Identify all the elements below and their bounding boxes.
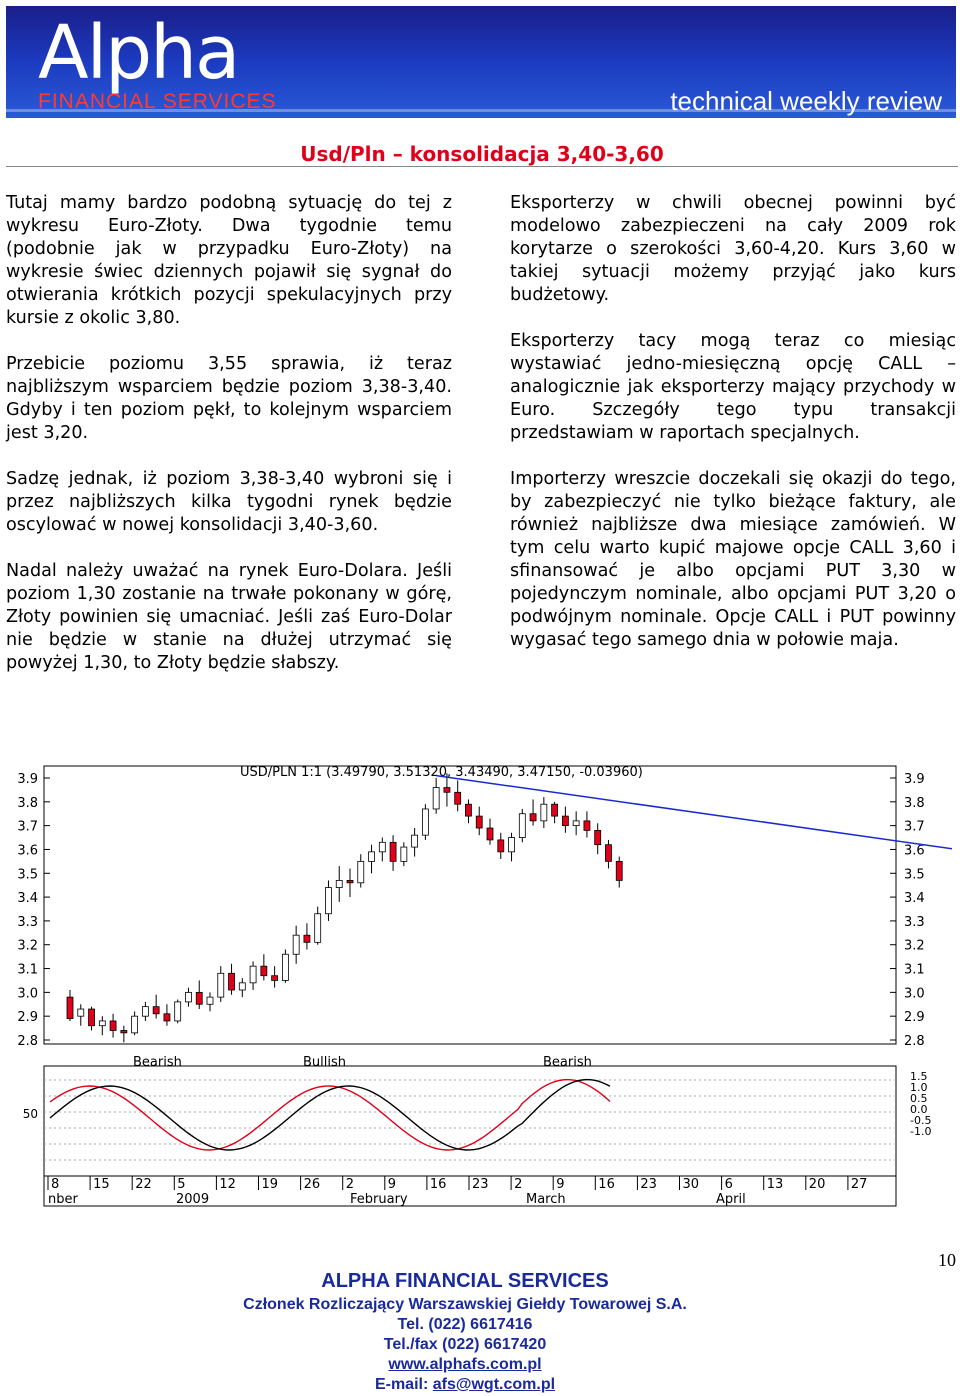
candle-down xyxy=(476,816,482,828)
left-paragraph: Tutaj mamy bardzo podobną sytuację do tej z wykresu Euro-Złoty. Dwa tygodnie temu (podobnie jak w przypadku Euro-Złoty) na wykresie świec dziennych pojawił się sygnał do otwierania krótkich pozycji spekulacyjnych przy kursie z okolic 3,80. xyxy=(6,193,452,328)
right-paragraph: Eksporterzy tacy mogą teraz co miesiąc wystawiać jedno-miesięczną opcję CALL – analogicznie jak eksporterzy mający przychody w Euro. Szczegóły tego typu transakcji przedstawiam w raportach specjalnych. xyxy=(510,331,956,443)
oscillator-zone-label: Bearish xyxy=(133,1055,182,1070)
x-tick-label: 8 xyxy=(51,1177,60,1192)
y-tick-label-left: 2.8 xyxy=(17,1034,38,1049)
candle-up xyxy=(379,842,385,852)
candle-down xyxy=(347,880,353,882)
candle-down xyxy=(121,1030,127,1032)
email-link[interactable]: afs@wgt.com.pl xyxy=(432,1376,556,1393)
oscillator-right-tick: 0.5 xyxy=(910,1092,928,1105)
x-month-label: nber xyxy=(48,1192,78,1207)
y-tick-label-right: 3.5 xyxy=(904,867,925,883)
candle-down xyxy=(89,1009,95,1026)
y-tick-label-right: 3.6 xyxy=(904,843,925,859)
x-month-label: April xyxy=(716,1192,746,1207)
candle-up xyxy=(412,835,418,847)
candle-up xyxy=(175,1002,181,1021)
y-tick-label-left: 3.4 xyxy=(17,891,38,907)
candle-up xyxy=(541,804,547,821)
x-tick-label: 5 xyxy=(177,1177,186,1192)
candle-up xyxy=(433,788,439,809)
x-tick-label: 20 xyxy=(808,1177,826,1192)
candle-down xyxy=(552,804,558,816)
x-tick-label: 19 xyxy=(261,1177,279,1192)
section-title: Usd/Pln – konsolidacja 3,40-3,60 xyxy=(300,142,664,166)
right-paragraph: Importerzy wreszcie doczekali się okazji do tego, by zabezpieczyć nie tylko bieżące faktury, ale również najbliższe dwa miesiące zamówień. W tym celu warto kupić majowe opcje CALL 3,60 i sfinansować je albo opcjami PUT 3,30 w pojedynczym nominale, albo opcjami PUT 3,20 o podwójnym nominale. Opcje CALL i PUT powinny wygasać tego samego dnia w połowie maja. xyxy=(510,469,956,650)
footer-fax: Tel./fax (022) 6617420 xyxy=(383,1336,547,1353)
x-month-label: 2009 xyxy=(176,1192,210,1207)
usdpln-chart xyxy=(8,758,952,1244)
candle-up xyxy=(573,821,579,826)
oscillator-right-tick: 1.5 xyxy=(910,1070,928,1083)
logo-subtitle: FINANCIAL SERVICES xyxy=(38,90,277,113)
candle-up xyxy=(293,935,299,954)
oscillator-right-tick: -0.5 xyxy=(910,1114,932,1127)
candle-down xyxy=(164,1014,170,1021)
alpha-logo: Alpha xyxy=(38,10,239,96)
candle-up xyxy=(99,1021,105,1026)
y-tick-label-right: 2.8 xyxy=(904,1034,925,1049)
oscillator-right-tick: 1.0 xyxy=(910,1081,928,1094)
candle-up xyxy=(315,914,321,943)
candle-down xyxy=(530,814,536,821)
candle-down xyxy=(229,973,235,990)
candle-up xyxy=(250,966,256,983)
y-tick-label-right: 3.7 xyxy=(904,819,925,835)
x-month-label: March xyxy=(526,1192,566,1207)
candle-down xyxy=(304,935,310,942)
x-tick-label: 26 xyxy=(303,1177,321,1192)
email-label: E-mail: xyxy=(374,1376,433,1393)
y-tick-label-right: 3.4 xyxy=(904,891,925,907)
x-tick-label: 23 xyxy=(640,1177,657,1192)
candle-up xyxy=(185,992,191,1002)
y-tick-label-right: 3.9 xyxy=(904,772,925,787)
oscillator-left-tick: 50 xyxy=(22,1107,38,1121)
candle-down xyxy=(196,992,202,1004)
x-tick-label: 27 xyxy=(850,1177,868,1192)
banner-stripes xyxy=(6,103,956,112)
candle-up xyxy=(325,888,331,914)
candle-up xyxy=(218,973,224,997)
oscillator-right-tick: -1.0 xyxy=(910,1125,932,1138)
oscillator-zone-label: Bullish xyxy=(303,1055,347,1070)
header-review-title: technical weekly review xyxy=(670,86,942,116)
candle-up xyxy=(336,880,342,887)
footer-tel: Tel. (022) 6617416 xyxy=(397,1316,533,1333)
y-tick-label-left: 3.8 xyxy=(17,795,38,811)
y-tick-label-left: 3.0 xyxy=(17,986,38,1002)
chart-svg xyxy=(8,758,952,1244)
oscillator-zone-label: Bearish xyxy=(543,1055,592,1070)
candle-down xyxy=(465,804,471,816)
candle-down xyxy=(272,976,278,981)
footer-company: ALPHA FINANCIAL SERVICES xyxy=(321,1270,609,1292)
x-tick-label: 15 xyxy=(93,1177,110,1192)
footer-website-link[interactable]: www.alphafs.com.pl xyxy=(388,1356,542,1373)
x-tick-label: 2 xyxy=(345,1177,354,1192)
candle-down xyxy=(455,792,461,804)
y-tick-label-right: 3.0 xyxy=(904,986,925,1002)
footer-email xyxy=(0,1376,930,1394)
x-tick-label: 16 xyxy=(598,1177,615,1192)
x-tick-label: 2 xyxy=(514,1177,523,1192)
candle-down xyxy=(67,997,73,1018)
right-column xyxy=(510,192,956,675)
y-tick-label-right: 3.1 xyxy=(904,962,925,978)
x-tick-label: 12 xyxy=(219,1177,236,1192)
x-tick-label: 6 xyxy=(724,1177,733,1192)
y-tick-label-right: 3.3 xyxy=(904,914,925,930)
candle-up xyxy=(401,847,407,861)
left-column xyxy=(6,192,452,698)
left-paragraph: Nadal należy uważać na rynek Euro-Dolara. Jeśli poziom 1,30 zostanie na trwałe pokonany w górę, Złoty powinien się umacniać. Jeśli zaś Euro-Dolar nie będzie w stanie na dłużej utrzymać się powyżej 1,30, to Złoty będzie słabszy. xyxy=(6,561,452,673)
candle-up xyxy=(358,861,364,882)
candle-up xyxy=(142,1007,148,1017)
x-tick-label: 16 xyxy=(429,1177,447,1192)
y-tick-label-left: 3.7 xyxy=(17,819,38,835)
candle-up xyxy=(519,814,525,838)
candle-up xyxy=(78,1009,84,1016)
candle-up xyxy=(207,997,213,1004)
y-tick-label-left: 2.9 xyxy=(17,1010,38,1026)
x-tick-label: 22 xyxy=(135,1177,152,1192)
candle-down xyxy=(584,821,590,831)
y-tick-label-right: 3.2 xyxy=(904,938,925,954)
y-tick-label-right: 3.8 xyxy=(904,795,925,811)
candle-down xyxy=(605,845,611,862)
y-tick-label-left: 3.1 xyxy=(17,962,38,978)
resistance-trendline xyxy=(436,776,952,895)
candle-up xyxy=(369,852,375,862)
candle-down xyxy=(595,830,601,844)
candle-down xyxy=(153,1007,159,1014)
candle-down xyxy=(110,1021,116,1031)
x-tick-label: 23 xyxy=(472,1177,489,1192)
left-paragraph: Sadzę jednak, iż poziom 3,38-3,40 wybroni się i przez najbliższych kilka tygodni rynek będzie oscylować w nowej konsolidacji 3,40-3,60. xyxy=(6,469,452,535)
candle-down xyxy=(498,840,504,852)
candle-down xyxy=(487,828,493,840)
candle-down xyxy=(444,788,450,793)
oscillator-line-black xyxy=(50,1080,610,1150)
left-paragraph: Przebicie poziomu 3,55 sprawia, iż teraz najbliższym wsparciem będzie poziom 3,38-3,40. Gdyby i ten poziom pękł, to kolejnym wsparciem jest 3,20. xyxy=(6,354,452,443)
x-month-label: February xyxy=(350,1192,408,1207)
candle-down xyxy=(616,861,622,880)
y-tick-label-left: 3.9 xyxy=(17,772,38,787)
candle-up xyxy=(282,954,288,980)
chart-title: USD/PLN 1:1 (3.49790, 3.51320, 3.43490, 3.47150, -0.03960) xyxy=(240,765,643,780)
right-paragraph: Eksporterzy w chwili obecnej powinni być modelowo zabezpieczeni na cały 2009 rok korytarze o szerokości 3,60-4,20. Kurs 3,60 w takiej sytuacji możemy przyjąć jako kurs budżetowy. xyxy=(510,193,956,305)
y-tick-label-left: 3.3 xyxy=(17,914,38,930)
header-banner xyxy=(6,6,956,118)
candle-down xyxy=(562,816,568,826)
candle-up xyxy=(132,1016,138,1033)
x-tick-label: 30 xyxy=(682,1177,700,1192)
x-tick-label: 13 xyxy=(766,1177,784,1192)
candle-up xyxy=(509,838,515,852)
x-tick-label: 9 xyxy=(556,1177,565,1192)
y-tick-label-right: 2.9 xyxy=(904,1010,925,1026)
y-tick-label-left: 3.2 xyxy=(17,938,38,954)
y-tick-label-left: 3.6 xyxy=(17,843,38,859)
candle-up xyxy=(239,983,245,990)
y-tick-label-left: 3.5 xyxy=(17,867,38,883)
candle-down xyxy=(261,966,267,976)
candle-down xyxy=(390,842,396,861)
page-number: 10 xyxy=(938,1250,956,1270)
candle-up xyxy=(422,809,428,835)
section-title-row xyxy=(6,142,958,167)
footer-member: Członek Rozliczający Warszawskiej Giełdy Towarowej S.A. xyxy=(243,1296,687,1313)
x-tick-label: 9 xyxy=(387,1177,397,1192)
oscillator-right-tick: 0.0 xyxy=(910,1103,928,1116)
